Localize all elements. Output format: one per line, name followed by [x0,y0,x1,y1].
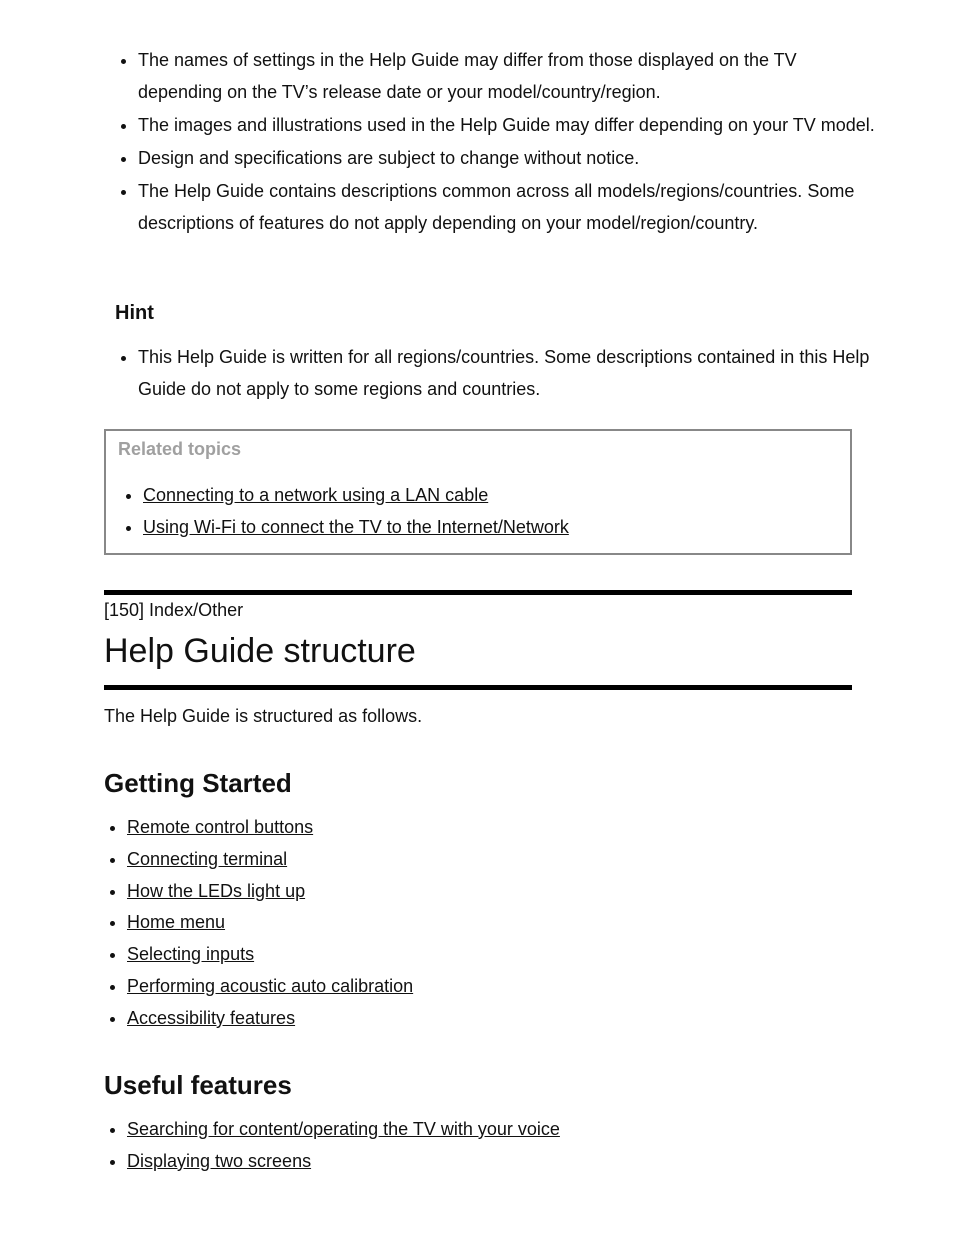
link-leds[interactable]: How the LEDs light up [127,880,306,901]
hint-list [114,341,878,405]
note-item: • The names of settings in the Help Guide may differ from those displayed on the TV depending on the TV’s release date or your model/country/region. [138,44,878,108]
list-item [127,1146,560,1178]
link-remote-control-buttons[interactable]: Remote control buttons [127,817,314,837]
hint-item: • This Help Guide is written for all regions/countries. Some descriptions contained in this Help Guide do not apply to some regions and countries. [138,341,878,405]
list-item [127,907,413,939]
list-item [127,971,413,1003]
group-heading-getting-started: Getting Started [104,768,292,798]
link-voice-search[interactable]: Searching for content/operating the TV with your voice [127,1119,560,1139]
link-accessibility[interactable]: Accessibility features [127,1007,296,1028]
getting-started-list [103,812,413,1035]
list-item [127,844,413,876]
list-item [127,939,413,971]
related-link-wifi[interactable]: Using Wi-Fi to connect the TV to the Internet/Network [143,517,569,537]
list-item [143,511,569,543]
list-item [127,1003,413,1035]
note-item: • Design and specifications are subject to change without notice. [138,142,878,174]
section-breadcrumb: [150] Index/Other [104,600,244,620]
group-heading-useful-features: Useful features [104,1070,292,1100]
section-divider-top [104,590,852,595]
list-item [143,479,569,511]
link-home-menu[interactable]: Home menu [127,912,226,933]
list-item [127,812,413,844]
link-two-screens[interactable]: Displaying two screens [127,1150,312,1171]
section-divider-bottom [104,685,852,690]
list-item [127,1114,560,1146]
related-topics-title: Related topics [118,439,242,459]
note-item: • The Help Guide contains descriptions common across all models/regions/countries. Some descriptions of features do not apply depending on your model/region/country. [138,175,878,239]
note-item: • The images and illustrations used in the Help Guide may differ depending on your TV model. [138,109,878,141]
intro-text: The Help Guide is structured as follows. [104,706,423,726]
related-topics-list [119,479,569,543]
link-selecting-inputs[interactable]: Selecting inputs [127,944,255,965]
useful-features-list [103,1114,560,1178]
link-acoustic-calibration[interactable]: Performing acoustic auto calibration [127,975,414,996]
notes-list [114,44,878,240]
hint-heading: Hint [115,302,154,324]
page-title: Help Guide structure [104,632,416,670]
link-connecting-terminal[interactable]: Connecting terminal [127,848,288,869]
related-link-lan-cable[interactable]: Connecting to a network using a LAN cable [143,485,489,505]
related-topics-box [104,429,852,555]
list-item [127,876,413,908]
